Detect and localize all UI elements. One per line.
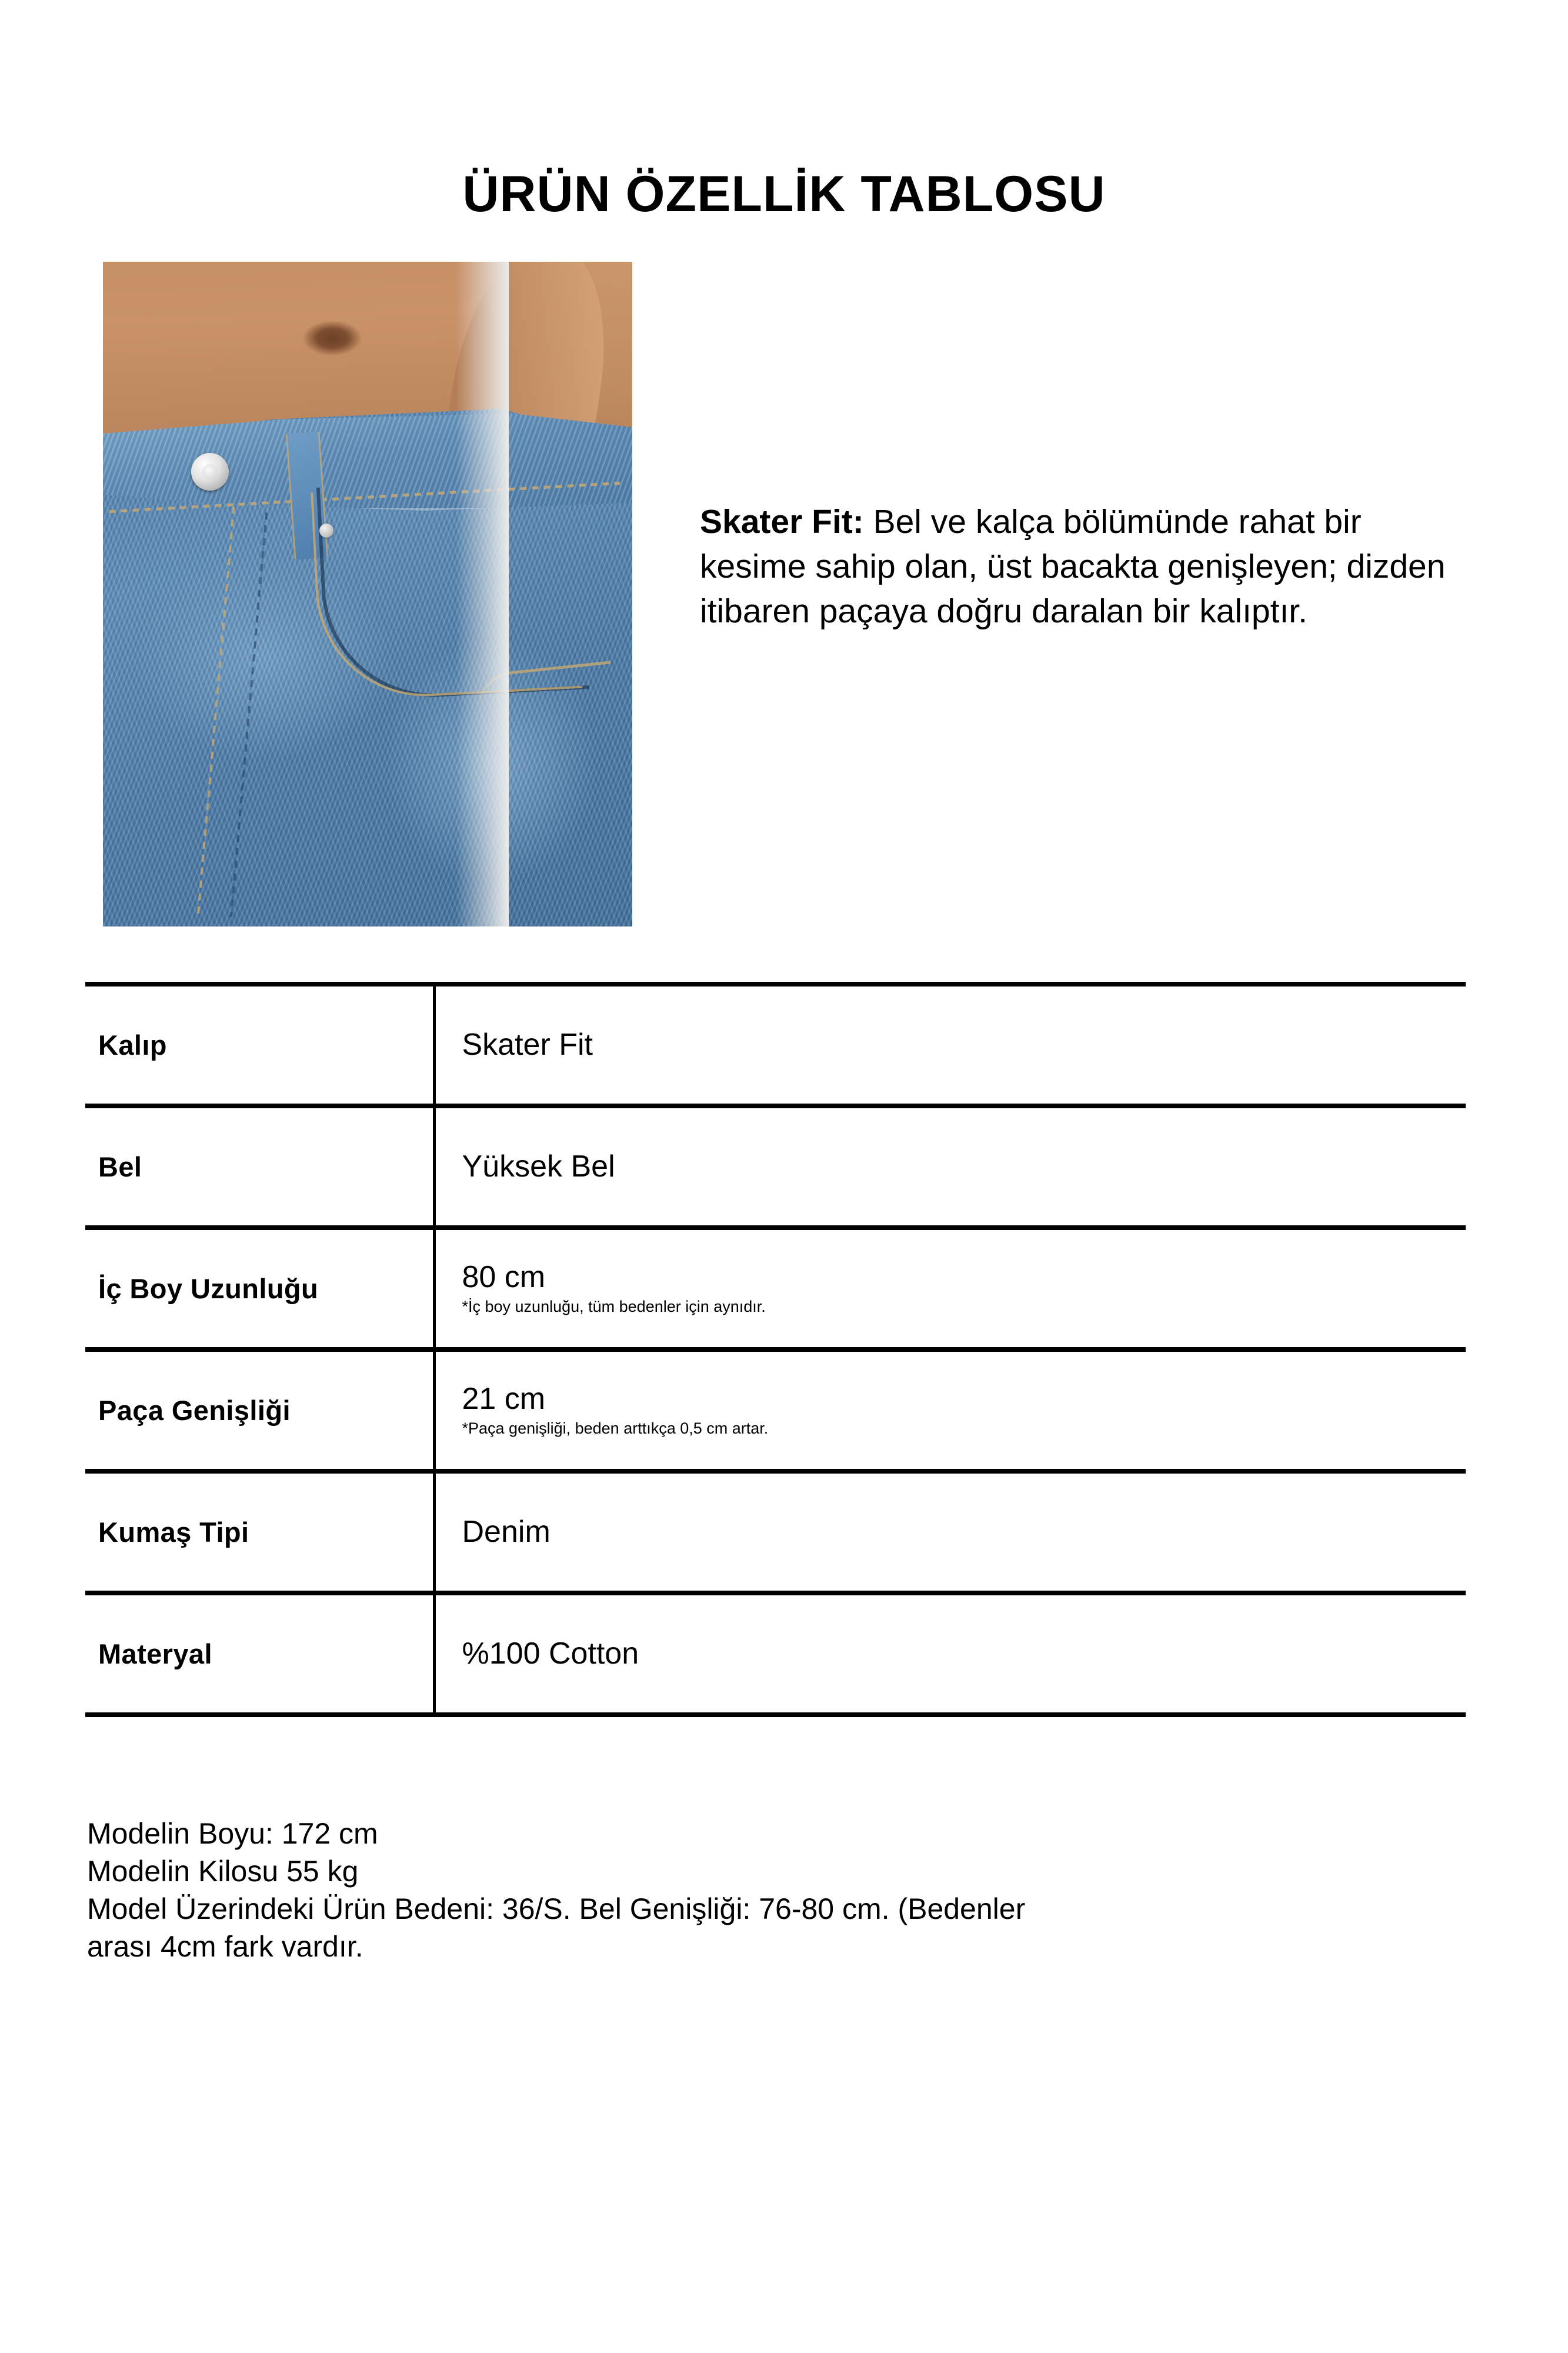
- fit-name: Skater Fit:: [700, 503, 864, 541]
- model-size-line-1: Model Üzerindeki Ürün Bedeni: 36/S. Bel Genişliği: 76-80 cm. (Bedenler: [87, 1892, 1026, 1925]
- spec-value-note: *Paça genişliği, beden arttıkça 0,5 cm artar.: [462, 1419, 769, 1438]
- spec-value: [434, 1106, 1466, 1228]
- spec-value-note: *İç boy uzunluğu, tüm bedenler için aynıdır.: [462, 1298, 766, 1316]
- model-size-line-2: arası 4cm fark vardır.: [87, 1930, 363, 1963]
- spec-label: Kalıp: [85, 984, 434, 1106]
- spec-value-text: 21 cm: [462, 1381, 546, 1416]
- product-spec-table: [85, 982, 1466, 1717]
- page-title: ÜRÜN ÖZELLİK TABLOSU: [462, 166, 1106, 222]
- spec-value-text: Yüksek Bel: [462, 1149, 615, 1184]
- spec-label: Materyal: [85, 1593, 434, 1715]
- table-row: [85, 984, 1466, 1106]
- model-weight: Modelin Kilosu 55 kg: [87, 1855, 359, 1888]
- product-photo: [103, 262, 632, 926]
- model-height: Modelin Boyu: 172 cm: [87, 1817, 378, 1850]
- spec-value: [434, 1471, 1466, 1593]
- spec-value: [434, 1593, 1466, 1715]
- spec-value: [434, 984, 1466, 1106]
- spec-value-text: Skater Fit: [462, 1028, 593, 1062]
- fit-description: [700, 500, 1459, 634]
- spec-value: [434, 1228, 1466, 1349]
- spec-label: Kumaş Tipi: [85, 1471, 434, 1593]
- table-row: [85, 1349, 1466, 1471]
- spec-value-text: %100 Cotton: [462, 1637, 639, 1671]
- spec-value: [434, 1349, 1466, 1471]
- photo-edge-fade: [456, 262, 509, 926]
- spec-value-text: 80 cm: [462, 1259, 546, 1294]
- table-row: [85, 1471, 1466, 1593]
- spec-label: İç Boy Uzunluğu: [85, 1228, 434, 1349]
- spec-label: Bel: [85, 1106, 434, 1228]
- table-row: [85, 1228, 1466, 1349]
- table-row: [85, 1106, 1466, 1228]
- model-info: [87, 1815, 1440, 1965]
- spec-label: Paça Genişliği: [85, 1349, 434, 1471]
- fit-body: Bel ve kalça bölümünde rahat bir kesime sahip olan, üst bacakta genişleyen; dizden itibaren paçaya doğru daralan bir kalıptır.: [700, 503, 1446, 630]
- table-row: [85, 1593, 1466, 1715]
- pocket-rivet: [319, 524, 333, 538]
- denim-button-icon: [191, 453, 229, 491]
- spec-value-text: Denim: [462, 1515, 551, 1549]
